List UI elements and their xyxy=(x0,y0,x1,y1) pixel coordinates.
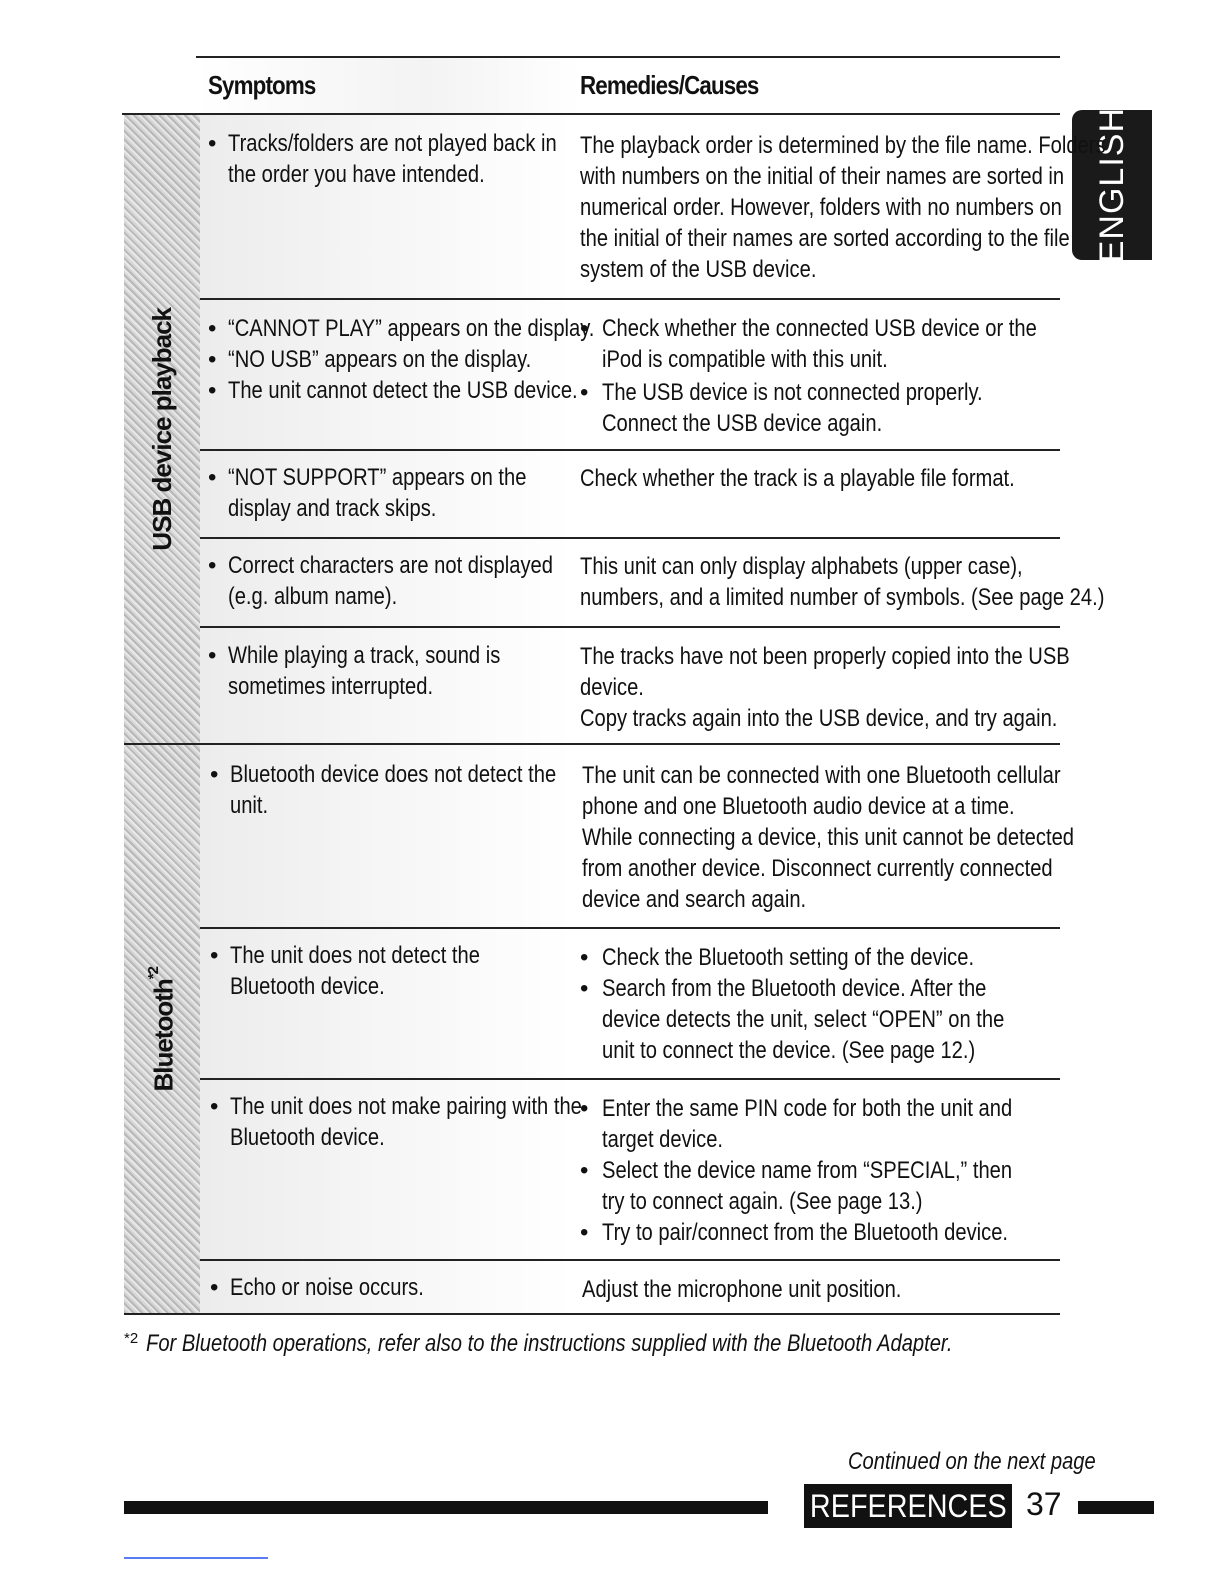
symptom-text: • The unit does not detect the Bluetooth device. xyxy=(230,942,480,1000)
page-edge-mark xyxy=(124,1557,268,1559)
row-divider xyxy=(200,1259,1060,1261)
table-row-remedy xyxy=(580,641,1163,734)
remedy-line: numbers, and a limited number of symbols. (See page 24.) xyxy=(580,584,1105,611)
remedy-line: the initial of their names are sorted according to the file xyxy=(580,225,1070,252)
symptom-text: • “CANNOT PLAY” appears on the display. xyxy=(228,315,595,342)
remedy-line: Adjust the microphone unit position. xyxy=(582,1276,902,1303)
row-divider xyxy=(200,298,1060,300)
remedy-text: • Check whether the connected USB device or the iPod is compatible with this unit. xyxy=(602,315,1037,373)
remedy-line: The playback order is determined by the file name. Folders xyxy=(580,132,1106,159)
remedy-bullet xyxy=(580,1093,1122,1155)
remedy-line: with numbers on the initial of their names are sorted in xyxy=(580,163,1065,190)
row-divider xyxy=(200,449,1060,451)
remedy-line: While connecting a device, this unit cannot be detected xyxy=(582,824,1074,851)
remedy-line: Copy tracks again into the USB device, and try again. xyxy=(580,705,1058,732)
row-divider xyxy=(200,537,1060,539)
symptom-text: • Tracks/folders are not played back in the order you have intended. xyxy=(228,130,557,188)
remedy-text: • Check the Bluetooth setting of the device. xyxy=(602,944,975,971)
remedy-bullet xyxy=(580,1217,1122,1248)
symptom-bullet xyxy=(208,128,628,190)
symptom-bullet xyxy=(210,759,630,821)
remedy-line: This unit can only display alphabets (upper case), xyxy=(580,553,1023,580)
remedy-line: Check whether the track is a playable file format. xyxy=(580,465,1015,492)
symptom-bullet xyxy=(210,940,630,1002)
page-number: 37 xyxy=(1026,1486,1062,1522)
table-row-symptom xyxy=(210,1272,461,1303)
footer-bar-left xyxy=(124,1501,768,1514)
symptoms-heading: Symptoms xyxy=(208,70,316,100)
remedy-bullet xyxy=(580,377,1060,439)
remedy-bullet xyxy=(580,942,1122,973)
remedy-line: The unit can be connected with one Bluetooth cellular xyxy=(582,762,1061,789)
bluetooth-label-sup: *2 xyxy=(144,966,162,979)
remedy-line: from another device. Disconnect currently connected xyxy=(582,855,1053,882)
table-row-symptom xyxy=(208,462,628,524)
bluetooth-label-text: Bluetooth xyxy=(148,978,179,1092)
table-row-symptom xyxy=(210,940,630,1002)
table-row-symptom xyxy=(208,128,628,190)
table-row-remedy xyxy=(582,1274,962,1305)
section-divider xyxy=(124,743,1060,745)
footnote-text: For Bluetooth operations, refer also to the instructions supplied with the Bluetooth Adapter. xyxy=(146,1330,953,1357)
remedy-line: The tracks have not been properly copied into the USB xyxy=(580,643,1070,670)
section-tab-label: REFERENCES xyxy=(809,1487,1007,1524)
bluetooth-section-band xyxy=(124,745,200,1313)
remedy-line: system of the USB device. xyxy=(580,256,817,283)
remedy-text: • The USB device is not connected properly. Connect the USB device again. xyxy=(602,379,983,437)
symptom-bullet xyxy=(208,640,568,702)
remedy-text: • Select the device name from “SPECIAL,” then try to connect again. (See page 13.) xyxy=(602,1157,1013,1215)
table-row-remedy xyxy=(580,463,1098,494)
table-row-symptom xyxy=(210,759,630,821)
symptom-text: • Bluetooth device does not detect the unit. xyxy=(230,761,557,819)
continued-note: Continued on the next page xyxy=(848,1448,1096,1475)
symptom-text: • The unit does not make pairing with the Bluetooth device. xyxy=(230,1093,582,1151)
footnote-mark: *2 xyxy=(124,1330,139,1347)
table-bottom-rule xyxy=(124,1313,1060,1315)
remedy-line: device and search again. xyxy=(582,886,807,913)
symptom-text: • “NOT SUPPORT” appears on the display and track skips. xyxy=(228,464,527,522)
usb-section-band xyxy=(124,115,200,743)
remedy-line: phone and one Bluetooth audio device at a time. xyxy=(582,793,1015,820)
remedy-line: device. xyxy=(580,674,644,701)
remedy-line: numerical order. However, folders with no numbers on xyxy=(580,194,1062,221)
table-row-remedy xyxy=(582,760,1168,915)
symptom-text: • Echo or noise occurs. xyxy=(230,1274,424,1301)
row-divider xyxy=(200,1078,1060,1080)
remedy-bullet xyxy=(580,973,1122,1066)
symptom-text: • While playing a track, sound is sometimes interrupted. xyxy=(228,642,501,700)
symptom-bullet xyxy=(208,462,628,524)
symptom-bullet xyxy=(210,1272,461,1303)
symptom-text: • Correct characters are not displayed (e.g. album name). xyxy=(228,552,553,610)
bluetooth-symptom-shade xyxy=(200,745,572,1313)
footnote xyxy=(124,1330,1106,1358)
table-row-remedy xyxy=(580,551,1204,613)
remedy-bullet xyxy=(580,1155,1122,1217)
remedy-text: • Search from the Bluetooth device. After the device detects the unit, select “OPEN” on the unit to connect the device. (See page 12.) xyxy=(602,975,1005,1064)
symptom-text: • The unit cannot detect the USB device. xyxy=(228,377,578,404)
usb-section-label: USB device playback xyxy=(146,307,177,551)
section-tab xyxy=(804,1484,1012,1528)
footer-bar-right xyxy=(1078,1501,1154,1514)
remedy-text: • Enter the same PIN code for both the unit and target device. xyxy=(602,1095,1013,1153)
remedies-heading: Remedies/Causes xyxy=(580,70,759,100)
symptom-text: • “NO USB” appears on the display. xyxy=(228,346,532,373)
table-row-remedy xyxy=(580,1093,1122,1248)
table-row-remedy xyxy=(580,313,1060,439)
bluetooth-section-label xyxy=(145,967,180,1092)
remedy-bullet xyxy=(580,313,1060,375)
row-divider xyxy=(200,626,1060,628)
table-row-remedy xyxy=(580,130,1206,285)
remedy-text: • Try to pair/connect from the Bluetooth device. xyxy=(602,1219,1009,1246)
language-tab-label: ENGLISH xyxy=(1092,106,1131,264)
row-divider xyxy=(200,927,1060,929)
table-row-symptom xyxy=(208,640,568,702)
table-row-remedy xyxy=(580,942,1122,1066)
